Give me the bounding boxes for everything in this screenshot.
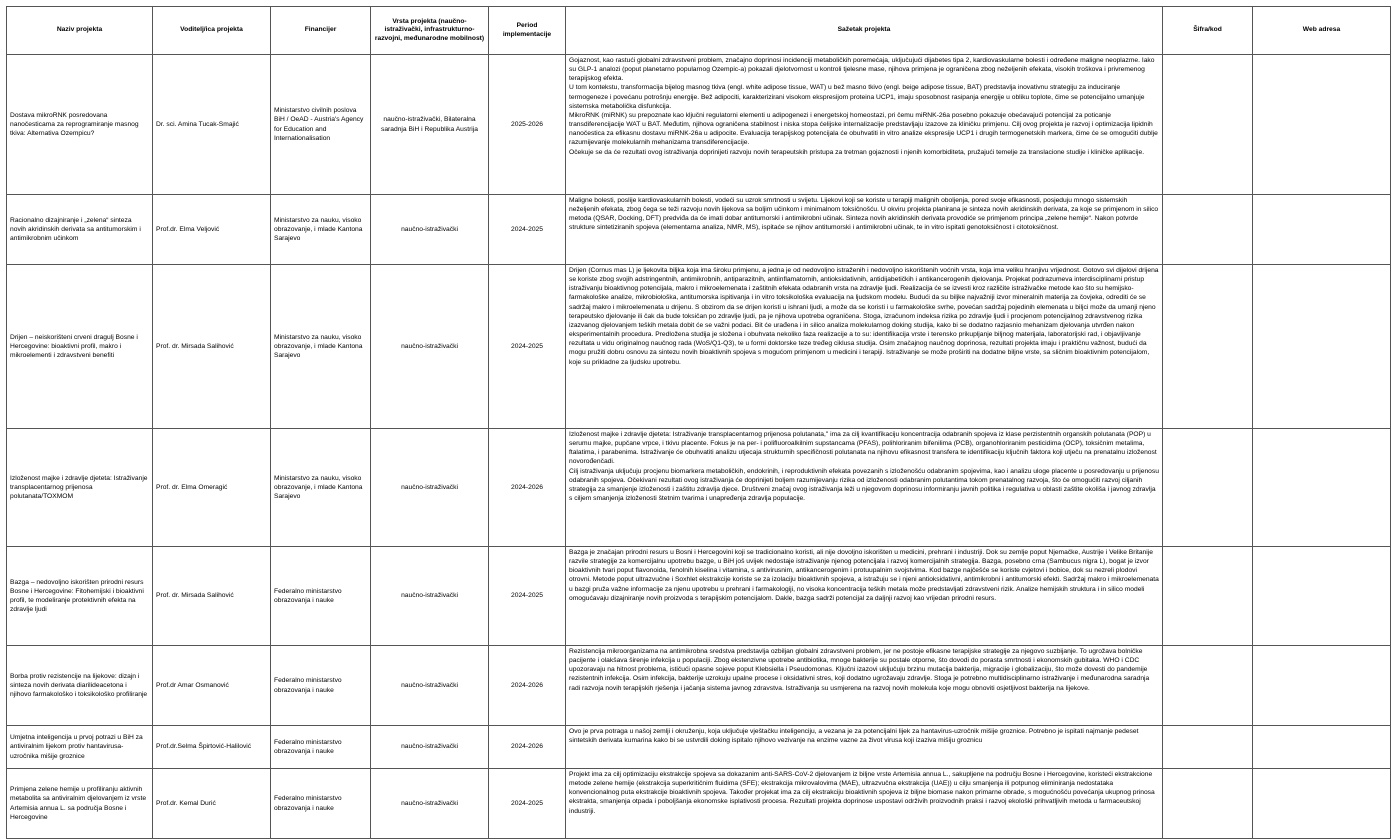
cell-project-lead: Prof.dr.Selma Špirtović-Halilović [153, 726, 271, 769]
table-row [7, 195, 1391, 265]
header-summary: Sažetak projekta [566, 7, 1163, 55]
table-row [7, 429, 1391, 547]
cell-summary: Bazga je značajan prirodni resurs u Bosni i Hercegovini koji se tradicionalno koristi, ali nije dovoljno iskorišten u medicini, prehrani i industriji. Dok su zemlje poput Njemačke, Austrije i Velike Britanije razvile strategije za komercijalnu upotrebu bazge, u BiH još uvijek nedostaje istraživanje njenog potencijala i razvoj komercijalnih strategija. Bazga, posebno crna (Sambucus nigra L), bogat je izvor bioaktivnih tvari poput flavonoida, fenolnih kiselina i vitamina, s antivirusnim, antikancerogenim i protuupalnim svojstvima. Kod bazge najčešće se koriste cvjetovi i bobice, dok su nezreli plodovi otrovni. Metode poput ultrazvučne i Soxhlet ekstrakcije koriste se za izolaciju bioaktivnih spojeva, a istražuju se i njeni antioksidativni, antimikrobni i antitumorski efekti. Sadržaj makro i mikroelemenata u bazgi pruža važne informacije za njenu upotrebu u prehrani i farmakologiji, no visoka koncentracija teških metala može predstavljati zdravstveni rizik. Analize hemijskih struktura i in silico modeli omogućavaju dizajniranje novih proizvoda s terapijskim potencijalom. Dakle, bazga sadrži potencijal za daljnji razvoj kao vrijedan prirodni resurs. [566, 547, 1163, 646]
cell-period: 2024-2025 [489, 547, 566, 646]
cell-web-address [1253, 726, 1391, 769]
cell-project-type: naučno-istraživački [371, 769, 489, 839]
cell-funder: Federalno ministarstvo obrazovanja i nauke [271, 547, 371, 646]
cell-period: 2024-2025 [489, 265, 566, 429]
cell-funder: Ministarstvo za nauku, visoko obrazovanje, i mlade Kantona Sarajevo [271, 429, 371, 547]
header-web-address: Web adresa [1253, 7, 1391, 55]
cell-project-lead: Prof.dr Amar Osmanović [153, 646, 271, 726]
cell-project-type: naučno-istraživački [371, 195, 489, 265]
header-row [7, 7, 1391, 55]
cell-project-name: Borba protiv rezistencije na lijekove: dizajn i sinteza novih derivata diarilideacetona i njihovo farmakološko i toksikološko profiliranje [7, 646, 153, 726]
cell-summary: Projekt ima za cilj optimizaciju ekstrakcije spojeva sa dokazanim anti-SARS-CoV-2 djelovanjem iz biljne vrste Artemisia annua L., sakupljene na području Bosne i Hercegovine, koristeći ekstrakcione metode zelene hemije (ekstrakcija superkritičnim fluidima (SFE); ekstrakcija mikrovalovima (MAE), ultrazvučna ekstrakcija (UAE)) u cilju smanjenja ili potpunog eliminiranja nedostataka konvencionalnog puta ekstrakcije bioaktivnih spojeva. Također projekat ima za cilj ekstrakciju bioaktivnih spojeva iz biljne biomase nakon primarne obrade, s mogućnošću povećanja ukupnog prinosa ekstrakta, smanjenja otpada i poboljšanja ekonomske isplativosti procesa. Rezultati projekta doprinose uspostavi održivih proizvodnih praksi i razvoj ekološki prihvatljivih metoda u farmaceutskoj industriji. [566, 769, 1163, 839]
cell-project-name: Primjena zelene hemije u profiliranju aktivnih metabolita sa antiviralnim djelovanjem iz vrste Artemisia annua L. sa područja Bosne i Hercegovine [7, 769, 153, 839]
cell-project-name: Izloženost majke i zdravlje djeteta: Istraživanje transplacentarnog prijenosa polutanata/TOXMOM [7, 429, 153, 547]
cell-web-address [1253, 646, 1391, 726]
cell-project-lead: Prof. dr. Mirsada Salihović [153, 547, 271, 646]
cell-project-lead: Prof.dr. Elma Veljović [153, 195, 271, 265]
cell-project-lead: Prof.dr. Kemal Durić [153, 769, 271, 839]
cell-funder: Federalno ministarstvo obrazovanja i nauke [271, 726, 371, 769]
cell-summary: Gojaznost, kao rastući globalni zdravstveni problem, značajno doprinosi incidenciji metaboličkih poremećaja, uključujući dijabetes tipa 2, kardiovaskularne bolesti i određene maligne neoplazme. Iako su GLP-1 analozi (poput planetarno popularnog Ozempic-a) pokazali djelotvornost u kontroli tjelesne mase, njihova primjena je ograničena zbog neželjenih efekata, visokih troškova i privremenog terapijskog efekta. U tom kontekstu, transformacija bijelog masnog tkiva (engl. white adipose tissue, WAT) u bež masno tkivo (engl. beige adipose tissue, BAT) predstavlja inovativnu strategiju za induciranje termogeneze i povećanu potrošnju energije. Bež adipociti, karakterizirani visokom ekspresijom proteina UCP1, imaju sposobnost rasipanja energije u obliku toplote, čime se potencijalno umanjuje sistemska metabolička disfunkcija. MikroRNK (miRNK) su prepoznate kao ključni regulatorni elementi u adipogenezi i energetskoj homeostazi, pri čemu miRNK-26a posebno pokazuje obećavajući potencijal za poticanje transdiferencijacije WAT u BAT. Međutim, njihova ograničena stabilnost i niska stopa ćelijske internalizacije predstavljaju izazove za kliničku primjenu. Cilj ovog projekta je razvoj i optimizacija lipidnih nanočestica za efikasnu dostavu miRNK-26a u adipocite. Evaluacija terapijskog potencijala će obuhvatiti in vitro analize ekspresije UCP1 i drugih termogenetskih markera, čime će se omogućiti dublje razumijevanje molekularnih mehanizama transdiferencijacije. Očekuje se da će rezultati ovog istraživanja doprinijeti razvoju novih terapeutskih pristupa za tretman gojaznosti i njenih komorbiditeta, pružajući temelje za translacione studije i kliničke aplikacije. [566, 55, 1163, 195]
cell-funder: Federalno ministarstvo obrazovanja i nauke [271, 646, 371, 726]
cell-period: 2024-2025 [489, 195, 566, 265]
cell-project-type: naučno-istraživački [371, 726, 489, 769]
table-row [7, 769, 1391, 839]
table-row [7, 726, 1391, 769]
cell-funder: Federalno ministarstvo obrazovanja i nauke [271, 769, 371, 839]
cell-project-lead: Prof. dr. Elma Omeragić [153, 429, 271, 547]
header-project-name: Naziv projekta [7, 7, 153, 55]
cell-code [1163, 547, 1253, 646]
cell-code [1163, 726, 1253, 769]
cell-web-address [1253, 265, 1391, 429]
cell-project-name: Dostava mikroRNK posredovana nanočesticama za reprogramiranje masnog tkiva: Alternativa Ozempicu? [7, 55, 153, 195]
cell-project-type: naučno-istraživački [371, 429, 489, 547]
cell-project-type: naučno-istraživački, Bilateralna saradnja BiH i Republika Austrija [371, 55, 489, 195]
cell-summary: Rezistencija mikroorganizama na antimikrobna sredstva predstavlja ozbiljan globalni zdravstveni problem, jer ne postoje efikasne terapijske strategije za njegovo suzbijanje. To ugrožava bolničke pacijente i olakšava širenje infekcija u populaciji. Zbog ekstenzivne upotrebe antibiotika, mnoge bakterije su postale otporne, što dovodi do porasta smrtnosti i ekonomskih gubitaka. WHO i CDC upozoravaju na hitnost problema, ističući opasne sojeve poput Klebsiella i Pseudomonas. Ključni izazovi uključuju brzinu mutacija bakterija, migracije i globalizaciju, što može dovesti do pandemije rezistentnih infekcija. Osim infekcija, bakterije uzrokuju upalne procese i oksidativni stres, koji dodatno ugrožavaju zdravlje. Stoga je potrebno multidisciplinarno istraživanje i međunarodna saradnja radi razvoja novih terapijskih rješenja i jačanja sistema javnog zdravstva. Istraživanja su usmjerena na razvoj novih molekula koje mogu obnoviti osjetljivost bakterija na lijekove. [566, 646, 1163, 726]
cell-web-address [1253, 195, 1391, 265]
cell-web-address [1253, 769, 1391, 839]
cell-funder: Ministarstvo civilnih poslova BiH / OeAD - Austria's Agency for Education and Internationalisation [271, 55, 371, 195]
cell-project-name: Bazga – nedovoljno iskorišten prirodni resurs Bosne i Hercegovine: Fitohemijski i bioaktivni profil, te modeliranje protektivnih efekta na zdravlje ljudi [7, 547, 153, 646]
cell-project-type: naučno-istraživački [371, 646, 489, 726]
cell-project-type: naučno-istraživački [371, 265, 489, 429]
table-row [7, 55, 1391, 195]
header-project-type: Vrsta projekta (naučno-istraživački, infrastrukturno-razvojni, međunarodne mobilnost) [371, 7, 489, 55]
cell-funder: Ministarstvo za nauku, visoko obrazovanje, i mlade Kantona Sarajevo [271, 265, 371, 429]
cell-period: 2025-2026 [489, 55, 566, 195]
table-row [7, 265, 1391, 429]
cell-code [1163, 429, 1253, 547]
cell-period: 2024-2026 [489, 646, 566, 726]
cell-period: 2024-2025 [489, 769, 566, 839]
cell-summary: Maligne bolesti, poslije kardiovaskularnih bolesti, vodeći su uzrok smrtnosti u svijetu. Lijekovi koji se koriste u terapiji malignih oboljenja, pored svoje efikasnosti, posjeduju mnogo sistemskih neželjenih efekata, zbog čega se teži razvoju novih lijekova sa boljim učinkom i minimalnom toksičnošću. U okviru projekta planirana je sinteza novih akridinskih derivata, za koje se primjenom in silico metoda (QSAR, Docking, DFT) predviđa da će imati dobar antitumorski i antimikrobni učinak. Sinteza novih akridinskih derivata provodiće se primjenom principa „zelene hemije“. Nakon potvrde strukture sintetiziranih spojeva (elementarna analiza, NMR, MS), ispitaće se njihov antitumorski i antimikrobni učinak, te in vitro ispitati genotoksičnost i citotoksičnost. [566, 195, 1163, 265]
header-code: Šifra/kod [1163, 7, 1253, 55]
table-row [7, 547, 1391, 646]
header-period: Period implementacije [489, 7, 566, 55]
cell-summary: Izloženost majke i zdravlje djeteta: Istraživanje transplacentarnog prijenosa polutanata," ima za cilj kvantifikaciju koncentracija odabranih spojeva iz klase perzistentnih organskih polutanata (POP) u serumu majke, pupčane vrpce, i tkivu placente. Fokus je na per- i polifluoroalkilnim supstancama (PFAS), polihloriranim bifenilima (PCB), organohloriranim pesticidima (OCP), toksičnim metalima, ftalatima, i parabenima. Istraživanje će obuhvatiti analizu utjecaja strukturnih specifičnosti polutanata na njihovu efikasnost transfera te identifikaciju ključnih faktora koji utječu na prenatalnu izloženost novorođenčadi. Cilj istraživanja uključuju procjenu biomarkera metaboličkih, endokrinih, i reproduktivnih efekata povezanih s izloženošću odabranim spojevima, kao i analizu uloge placente u posredovanju u prijenosu odabranih spojeva. Očekivani rezultati ovog istraživanja će doprinijeti boljem razumijevanju rizika od izloženosti odabranim polutantima tokom prenatalnog razvoja, što će omogućiti razvoj ciljanih strategija za smanjenje izloženosti i zaštitu zdravlja djece. Društveni značaj ovog istraživanja leži u njegovom doprinosu informiranju javnih politika i regulativa u oblasti zaštite okoliša i javnog zdravlja s ciljem smanjenja izloženosti štetnim tvarima i unapređenja zdravlja populacije. [566, 429, 1163, 547]
cell-code [1163, 55, 1253, 195]
cell-project-name: Drijen – neiskorišteni crveni dragulj Bosne i Hercegovine: bioaktivni profil, makro i mikroelementi i zdravstveni benefiti [7, 265, 153, 429]
cell-project-name: Racionalno dizajniranje i „zelena“ sinteza novih akridinskih derivata sa antitumorskim i antimikrobnim učinkom [7, 195, 153, 265]
table-row [7, 646, 1391, 726]
cell-project-lead: Prof. dr. Mirsada Salihović [153, 265, 271, 429]
cell-web-address [1253, 55, 1391, 195]
cell-web-address [1253, 429, 1391, 547]
cell-funder: Ministarstvo za nauku, visoko obrazovanje, i mlade Kantona Sarajevo [271, 195, 371, 265]
cell-project-type: naučno-istraživački [371, 547, 489, 646]
cell-period: 2024-2026 [489, 726, 566, 769]
cell-summary: Drijen (Cornus mas L) je ljekovita biljka koja ima široku primjenu, a jedna je od nedovoljno istraženih i nedovoljno iskorištenih voćnih vrsta, koja ima veliku hranjivu vrijednost. Gotovo svi dijelovi drijena se koriste zbog svojih adstringentnih, antimikrobnih, antiparazitnih, antiinflamatornih, antioksidativnih, antidijabetičkih i antikancerogenih djelovanja. Projekat podrazumeva interdisciplinarni pristup istraživanju bioaktivnog potencijala, makro i mikroelemenata i zaštitnih efekata odabranih vrsta na zdravlje ljudi. Realizacija će se izvesti kroz različite istraživačke metode kao što su hemijsko-farmakološke analize, mikrobiološka, antitumorska ispitivanja i in vitro toksikološka evaluacija na ljudskom modelu. Budući da su biljke najvažniji izvor mineralnih materija za čovjeka, odrediti će se sadržaj makro i mikroelemenata u drijenu. S obzirom da se drijen koristi u ishrani ljudi, a može da se koristi i u farmakološke svrhe, povećan sadržaj pojedinih elemenata u biljci može da umanji njeno terapeutsko djelovanje ili čak da bude toksičan po zdravlje ljudi, pa je njihova upotreba ograničena. Stoga, izračunom indeksa rizika po zdravlje ljudi i procjenom potencijalnog zdravstvenog rizika izazvanog djelovanjem teških metala dobit će se važni podaci. Bit će urađena i in silico analiza molekularnog doking studija, kako bi se dodatno razjasnio mehanizam djelovanja utvrđen nakon eksperimentalnih procedura. Predložena studija je složena i obuhvata nekoliko faza realizacije a to su: identifikacija vrste i terensko prikupljanje biljnog materijala, laboratorijski rad, i objavljivanje rezultata u vidu originalnog naučnog rada (WoS/Q1-Q3), te u formi doktorske teze tređeg ciklusa studija. Osim značajnog naučnog doprinosa, rezultati projekta imaju i praktičnu važnost, budući da mogu pružiti dobru osnovu za sintezu novih bioaktivnih spojeva s mogućom primjenom u medicini i terapiji. Istraživanje se može proširiti na dodatne biljne vrste, sa sličnim bioaktivnim potencijalom, koje su prikladne za ljudsku upotrebu. [566, 265, 1163, 429]
header-project-lead: Voditelj/ica projekta [153, 7, 271, 55]
cell-project-lead: Dr. sci. Amina Tucak-Smajić [153, 55, 271, 195]
header-funder: Financijer [271, 7, 371, 55]
cell-code [1163, 195, 1253, 265]
cell-code [1163, 769, 1253, 839]
cell-code [1163, 265, 1253, 429]
cell-web-address [1253, 547, 1391, 646]
projects-table [6, 6, 1391, 839]
cell-code [1163, 646, 1253, 726]
cell-summary: Ovo je prva potraga u našoj zemlji i okruženju, koja uključuje vještačku inteligenciju, a vezana je za potencijalni lijek za hantavirus-uzročnik mišije groznice. Potrebno je ispitati najmanje pedeset sintetskih derivata kumarina kako bi se ustvrdili doking ispitalo njihovo vezivanje na enzime vazne za život virusa koji izaziva mišiju groznicu [566, 726, 1163, 769]
cell-period: 2024-2026 [489, 429, 566, 547]
cell-project-name: Umjetna inteligencija u prvoj potrazi u BiH za antiviralnim lijekom protiv hantavirusa-uzročnika mišije groznice [7, 726, 153, 769]
